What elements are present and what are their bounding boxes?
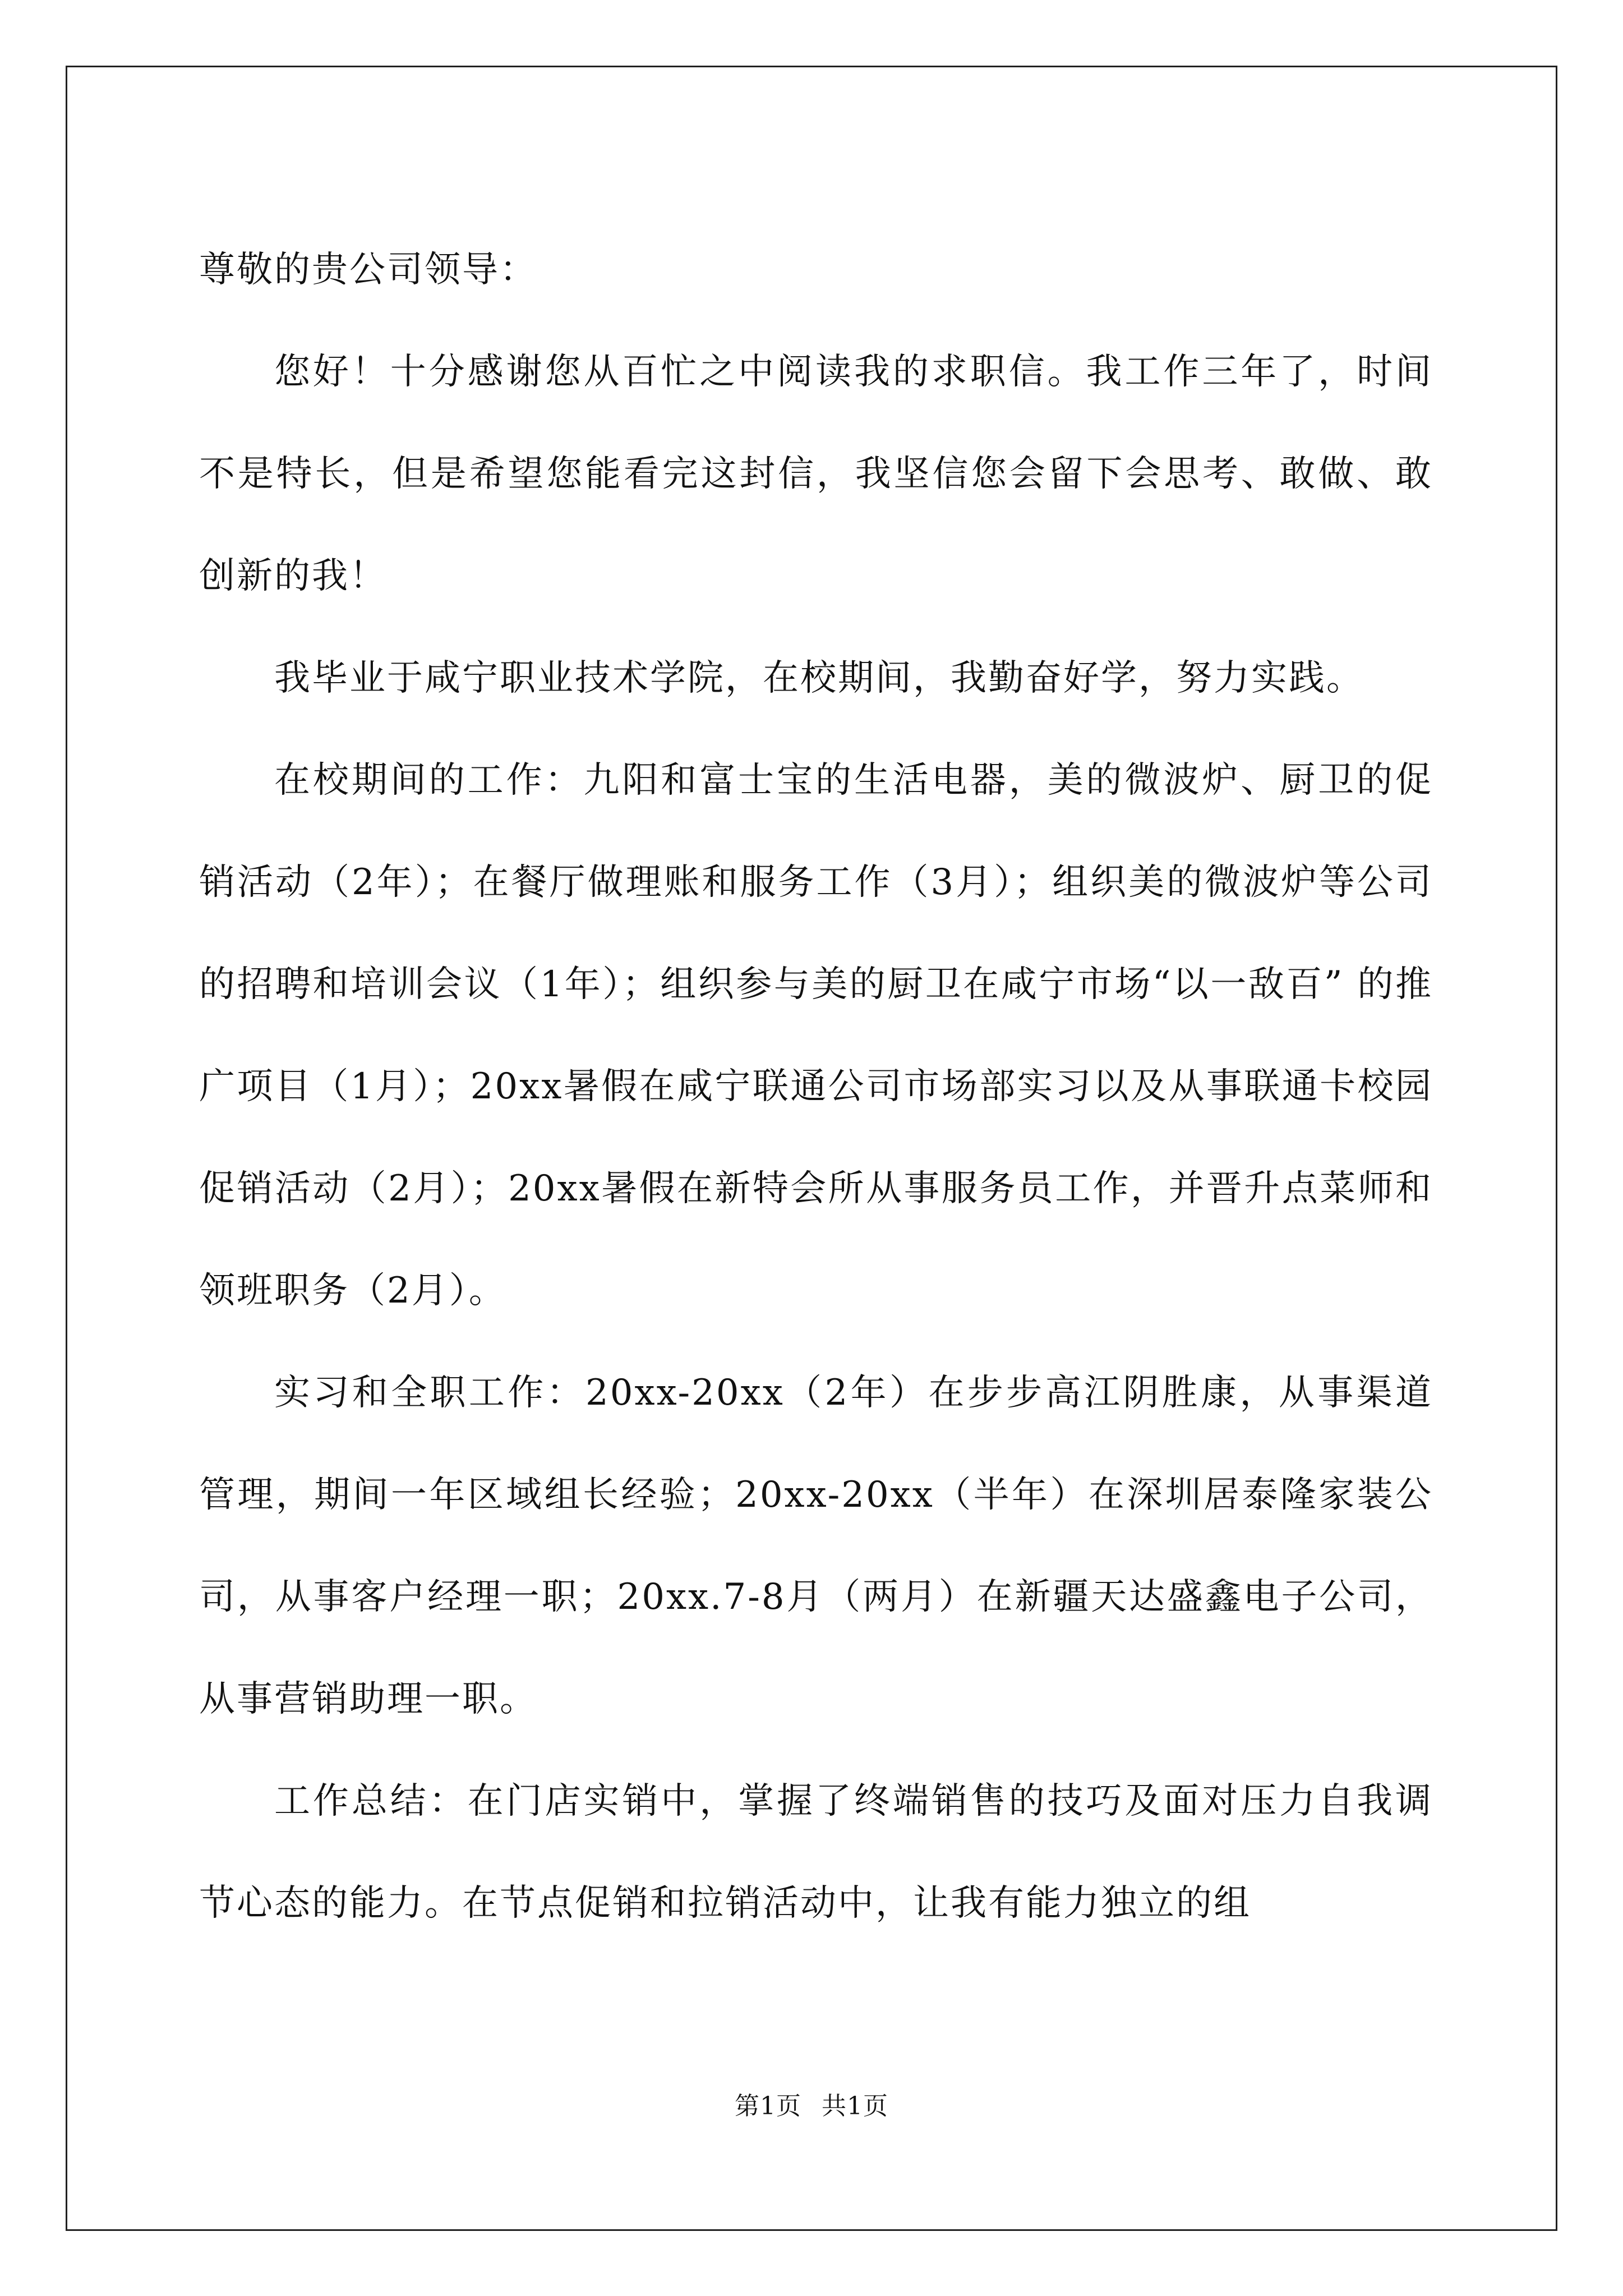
paragraph-school-work: 在校期间的工作：九阳和富士宝的生活电器，美的微波炉、厨卫的促销活动（2年）；在餐厅做理账和服务工作（3月）；组织美的微波炉等公司的招聘和培训会议（1年）；组织参与美的厨卫在咸宁市场“以一敌百” 的推广项目（1月）；20xx暑假在咸宁联通公司市场部实习以及从事联通卡校园促销活动（2月）；20xx暑假在新特会所从事服务员工作，并晋升点菜师和领班职务（2月）。 <box>199 760 1433 1312</box>
page-footer <box>0 2086 1623 2122</box>
paragraph-work-summary: 工作总结：在门店实销中，掌握了终端销售的技巧及面对压力自我调节心态的能力。在节点促销和拉销活动中，让我有能力独立的组 <box>199 1780 1433 1924</box>
total-pages: 共1页 <box>822 2092 888 2120</box>
paragraph-education: 我毕业于咸宁职业技术学院，在校期间，我勤奋好学，努力实践。 <box>274 657 1364 699</box>
salutation: 尊敬的贵公司领导： <box>199 249 537 291</box>
paragraph-internship-work: 实习和全职工作：20xx-20xx（2年）在步步高江阴胜康，从事渠道管理，期间一年区域组长经验；20xx-20xx（半年）在深圳居泰隆家装公司，从事客户经理一职；20xx.7-8月（两月）在新疆天达盛鑫电子公司，从事营销助理一职。 <box>199 1372 1433 1720</box>
page-number: 第1页 <box>735 2092 801 2120</box>
paragraph-greeting: 您好！十分感谢您从百忙之中阅读我的求职信。我工作三年了，时间不是特长，但是希望您能看完这封信，我坚信您会留下会思考、敢做、敢创新的我！ <box>199 351 1433 597</box>
letter-body <box>199 219 1433 1954</box>
